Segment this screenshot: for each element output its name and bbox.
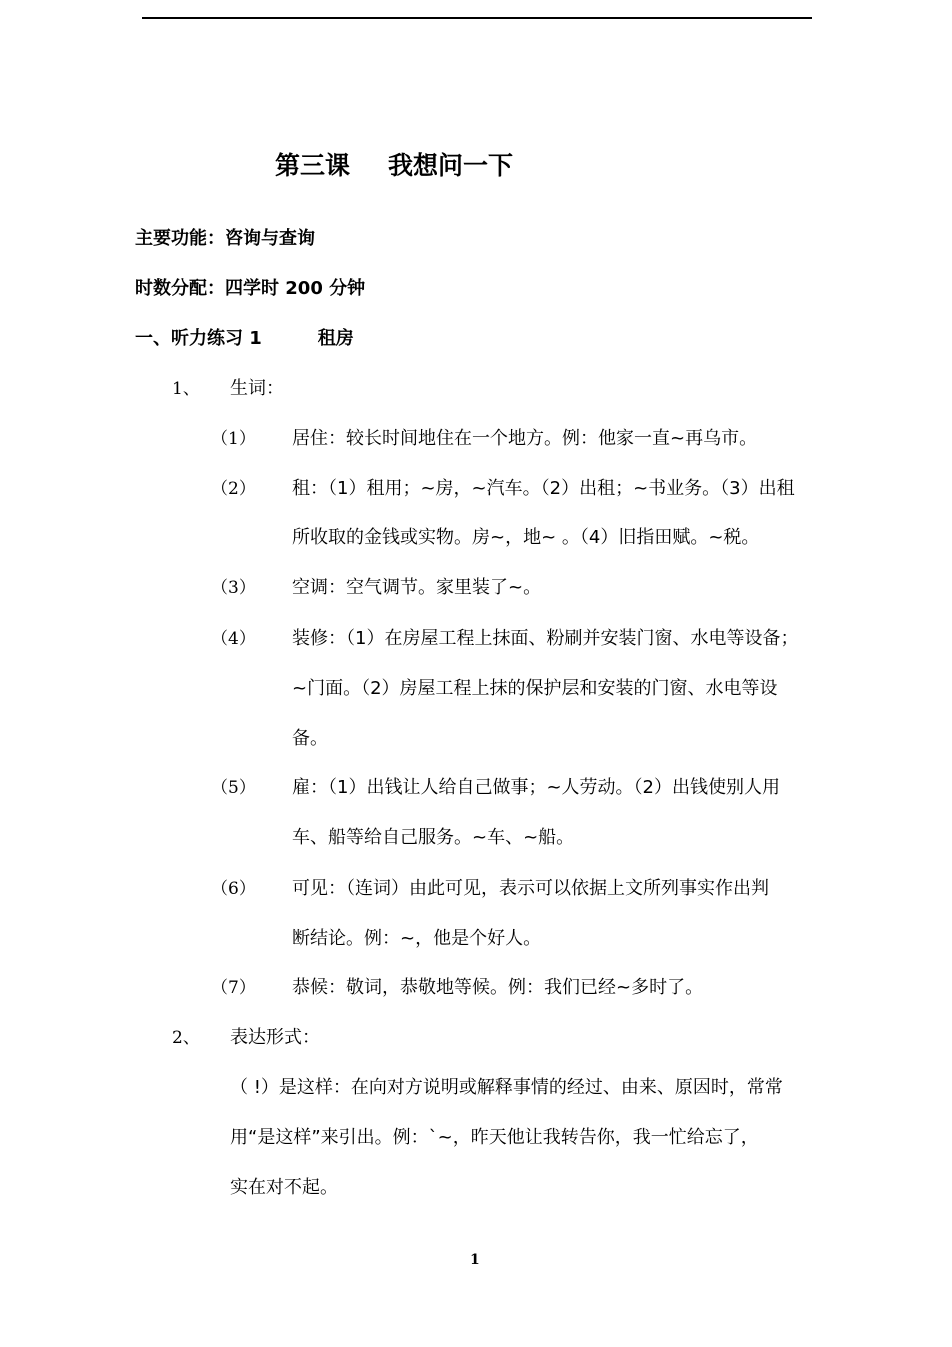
sub2-label: 表达形式： [230, 1027, 320, 1048]
expression-line: 实在对不起。 [230, 1177, 338, 1198]
vocab-line: 断结论。例：~，他是个好人。 [292, 928, 542, 949]
section-topic: 租房 [317, 328, 354, 349]
vocab-line: 可见：（连词）由此可见，表示可以依据上文所列事实作出判 [292, 878, 769, 899]
vocab-line: 车、船等给自己服务。~车、~船。 [292, 827, 575, 848]
vocab-number: （7） [211, 978, 256, 998]
lesson-title [275, 146, 513, 182]
vocab-line: 雇：（1）出钱让人给自己做事；~人劳动。（2）出钱使别人用 [292, 777, 780, 798]
section-heading [135, 326, 354, 352]
page-number: 1 [470, 1252, 480, 1268]
sub1-label: 生词： [230, 378, 284, 399]
expression-line: 用“是这样”来引出。例：`~，昨天他让我转告你，我一忙给忘了， [230, 1127, 759, 1148]
vocab-number: （6） [211, 879, 256, 899]
vocab-line: 居住：较长时间地住在一个地方。例：他家一直~再乌市。 [292, 428, 758, 449]
lesson-name: 我想问一下 [388, 151, 514, 180]
vocab-number: （4） [211, 629, 256, 649]
sub2-number: 2、 [172, 1028, 200, 1048]
vocab-number: （3） [211, 578, 256, 598]
vocab-number: （2） [211, 479, 256, 499]
header-rule [142, 17, 812, 19]
vocab-number: （1） [211, 429, 256, 449]
vocab-line: 空调：空气调节。家里装了~。 [292, 577, 542, 598]
main-function: 主要功能：咨询与查询 [135, 228, 315, 249]
lesson-number: 第三课 [275, 151, 351, 180]
vocab-number: （5） [211, 778, 256, 798]
time-allocation: 时数分配：四学时 200 分钟 [135, 278, 366, 299]
section-label: 一、听力练习 1 [135, 328, 262, 349]
expression-line: （ !）是这样：在向对方说明或解释事情的经过、由来、原因时，常常 [230, 1077, 783, 1098]
vocab-line: 所收取的金钱或实物。房~，地~ 。（4）旧指田赋。~税。 [292, 527, 760, 548]
sub1-number: 1、 [172, 379, 200, 399]
vocab-line: 恭候：敬词，恭敬地等候。例：我们已经~多时了。 [292, 977, 704, 998]
vocab-line: 租：（1）租用；~房，~汽车。（2）出租；~书业务。（3）出租 [292, 478, 795, 499]
vocab-line: ~门面。（2）房屋工程上抹的保护层和安装的门窗、水电等设 [292, 678, 778, 699]
vocab-line: 装修：（1）在房屋工程上抹面、粉刷并安装门窗、水电等设备； [292, 628, 799, 649]
vocab-line: 备。 [292, 728, 328, 749]
